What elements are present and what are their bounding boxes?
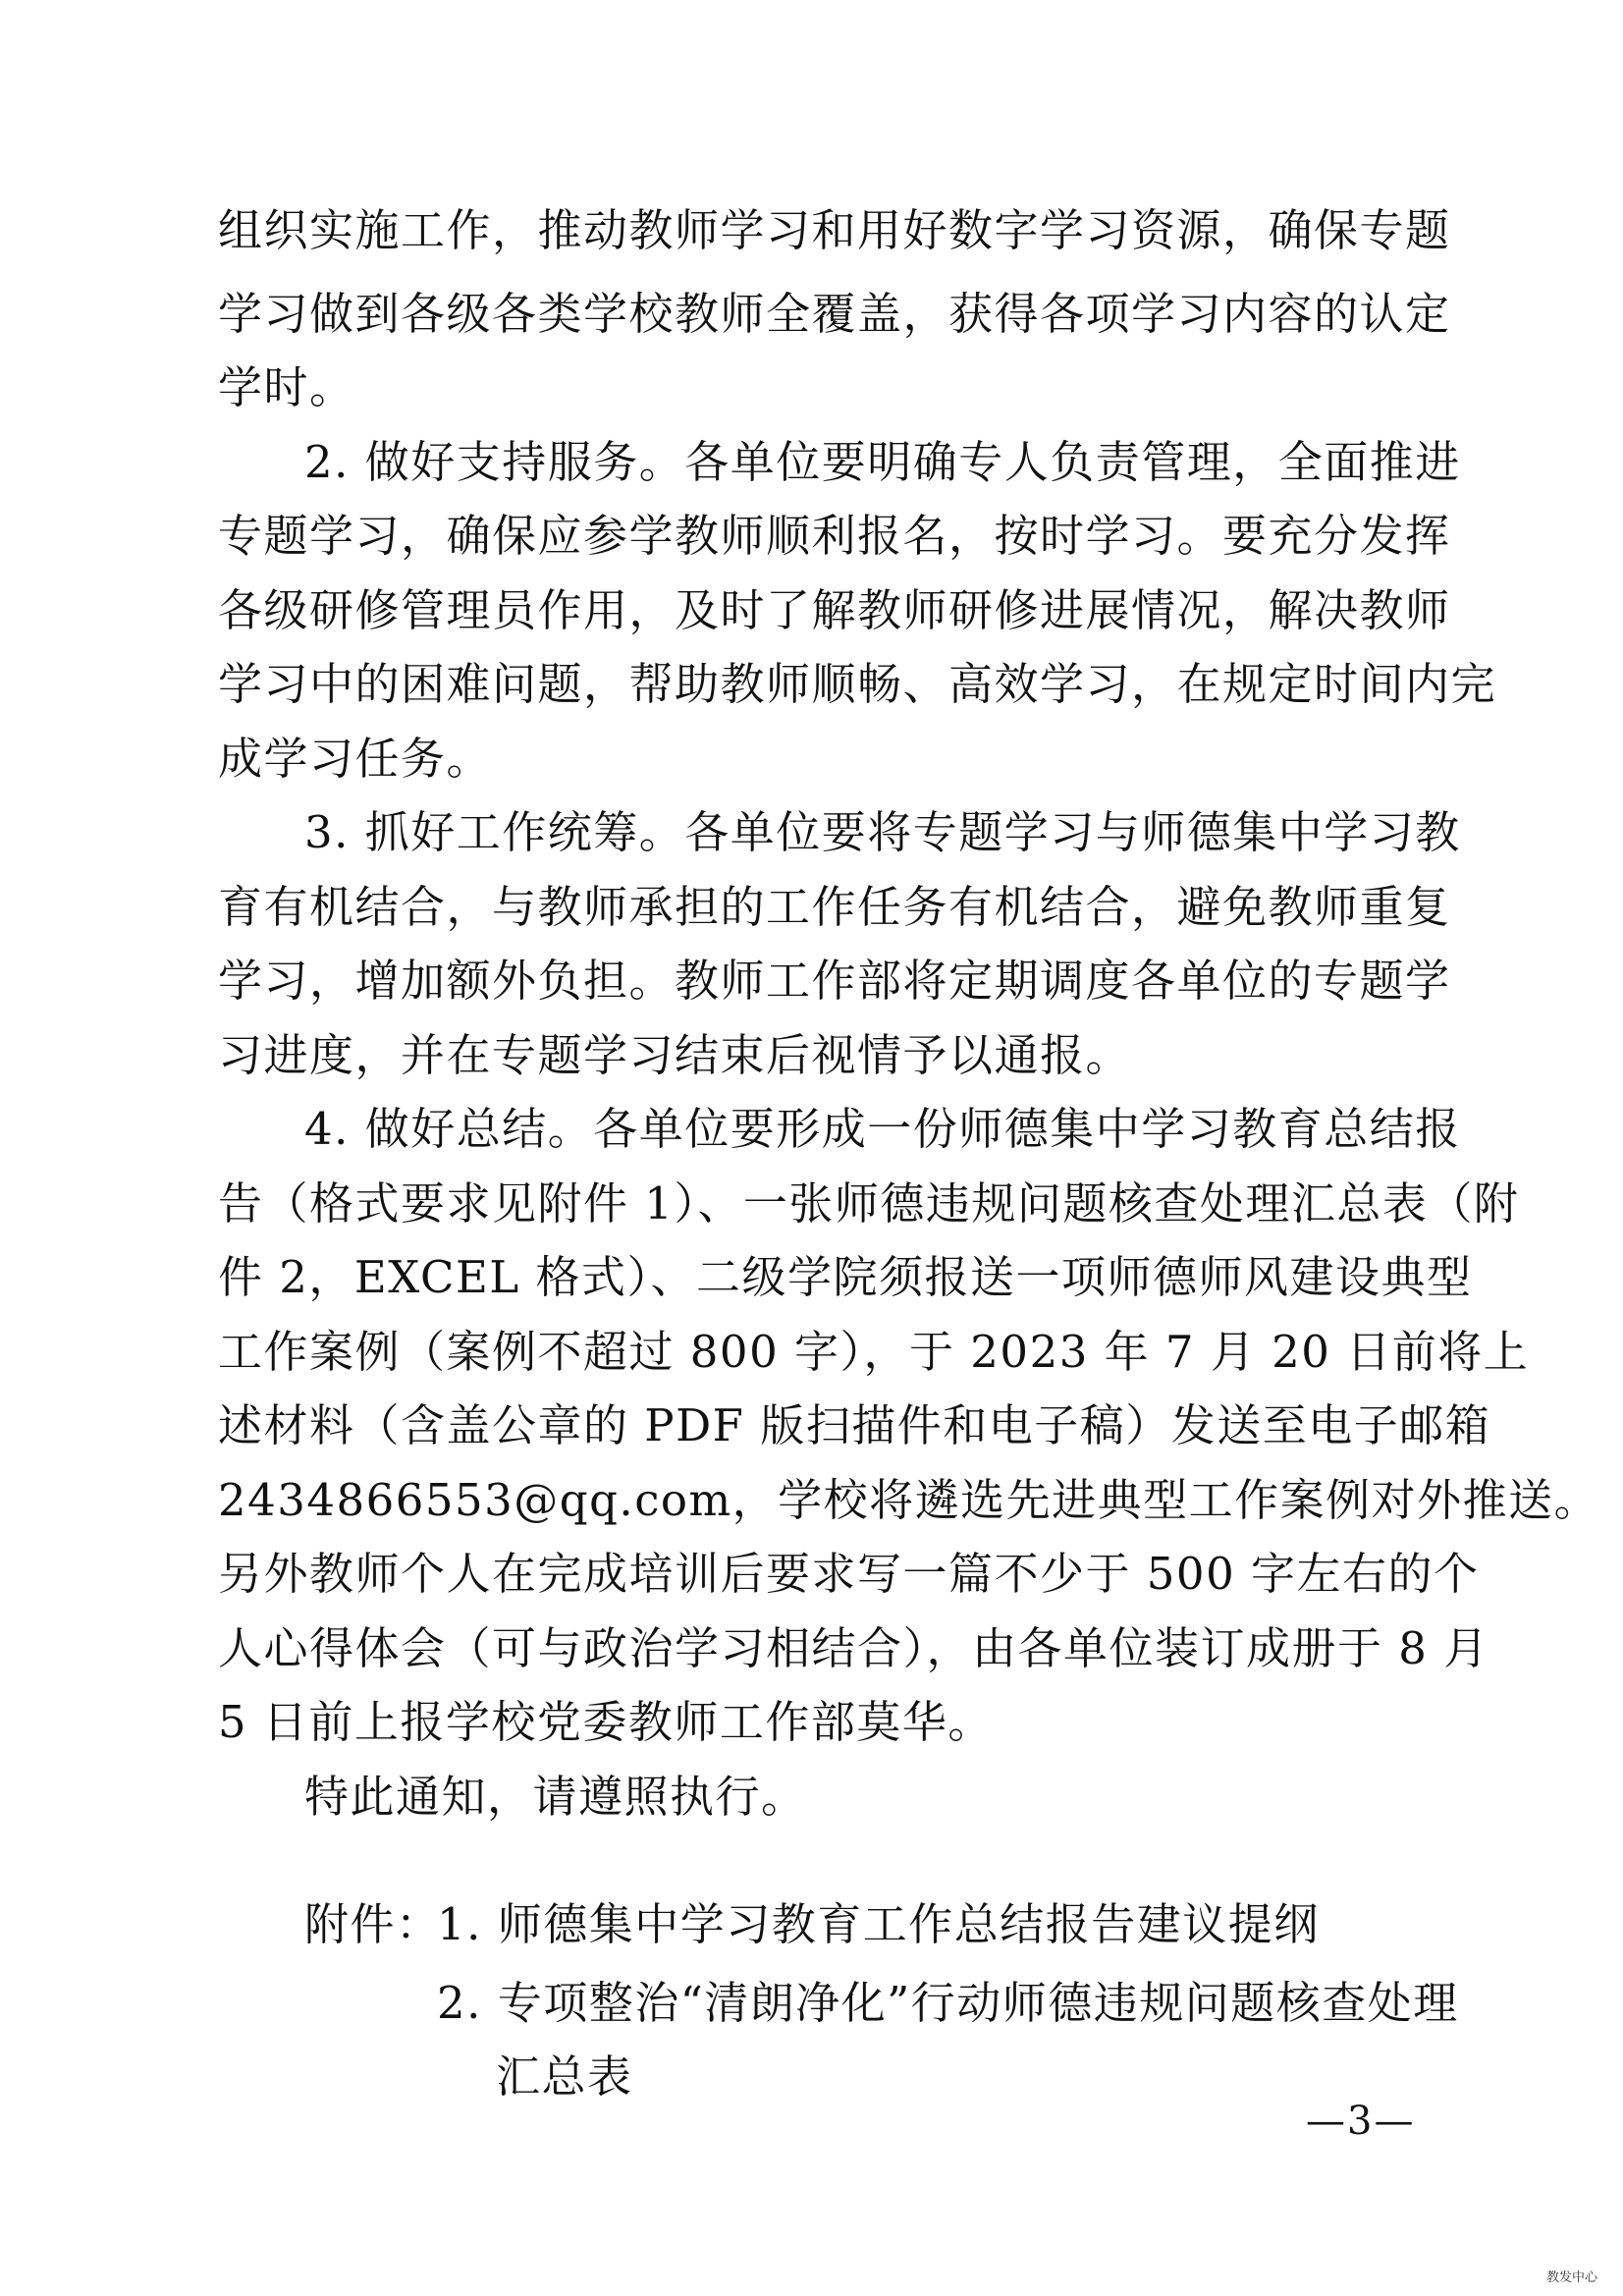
paragraph-line: 2. 做好支持服务。各单位要明确专人负责管理，全面推进 xyxy=(304,436,1461,488)
paragraph-line: 专题学习，确保应参学教师顺利报名，按时学习。要充分发挥 xyxy=(218,510,1451,562)
paragraph-line: 述材料（含盖公章的 PDF 版扫描件和电子稿）发送至电子邮箱 xyxy=(218,1399,1491,1451)
paragraph-line: 人心得体会（可与政治学习相结合），由各单位装订成册于 8 月 xyxy=(218,1622,1489,1674)
page-number: —3— xyxy=(1306,2099,1416,2144)
closing-line: 特此通知，请遵照执行。 xyxy=(304,1771,807,1823)
paragraph-line: 2434866553@qq.com，学校将遴选先进典型工作案例对外推送。 xyxy=(218,1474,1600,1526)
paragraph-line: 学习做到各级各类学校教师全覆盖，获得各项学习内容的认定 xyxy=(218,288,1451,340)
attachment-item-2-continued: 汇总表 xyxy=(496,2050,633,2103)
paragraph-line: 件 2，EXCEL 格式）、二级学院须报送一项师德师风建设典型 xyxy=(218,1251,1473,1303)
paragraph-line: 3. 抓好工作统筹。各单位要将专题学习与师德集中学习教 xyxy=(304,806,1461,858)
footer-watermark: 教发中心 xyxy=(1546,2270,1598,2285)
paragraph-line: 成学习任务。 xyxy=(218,733,493,785)
paragraph-line: 学习，增加额外负担。教师工作部将定期调度各单位的专题学 xyxy=(218,955,1451,1007)
paragraph-line: 习进度，并在专题学习结束后视情予以通报。 xyxy=(218,1029,1132,1081)
paragraph-line: 学时。 xyxy=(218,361,355,413)
attachments-label: 附件： xyxy=(304,1898,442,1950)
paragraph-line: 5 日前上报学校党委教师工作部莫华。 xyxy=(218,1696,994,1748)
paragraph-line: 工作案例（案例不超过 800 字），于 2023 年 7 月 20 日前将上 xyxy=(218,1326,1530,1378)
paragraph-line: 组织实施工作，推动教师学习和用好数字学习资源，确保专题 xyxy=(218,204,1451,256)
attachment-item-2: 2. 专项整治“清朗净化”行动师德违规问题核查处理 xyxy=(437,1977,1459,2029)
paragraph-line: 4. 做好总结。各单位要形成一份师德集中学习教育总结报 xyxy=(304,1103,1461,1155)
paragraph-line: 告（格式要求见附件 1）、一张师德违规问题核查处理汇总表（附 xyxy=(218,1177,1520,1230)
paragraph-line: 各级研修管理员作用，及时了解教师研修进展情况，解决教师 xyxy=(218,584,1451,636)
paragraph-line: 学习中的困难问题，帮助教师顺畅、高效学习，在规定时间内完 xyxy=(218,658,1497,710)
paragraph-line: 另外教师个人在完成培训后要求写一篇不少于 500 字左右的个 xyxy=(218,1548,1480,1600)
attachment-item-1: 1. 师德集中学习教育工作总结报告建议提纲 xyxy=(437,1898,1320,1950)
paragraph-line: 育有机结合，与教师承担的工作任务有机结合，避免教师重复 xyxy=(218,881,1451,933)
